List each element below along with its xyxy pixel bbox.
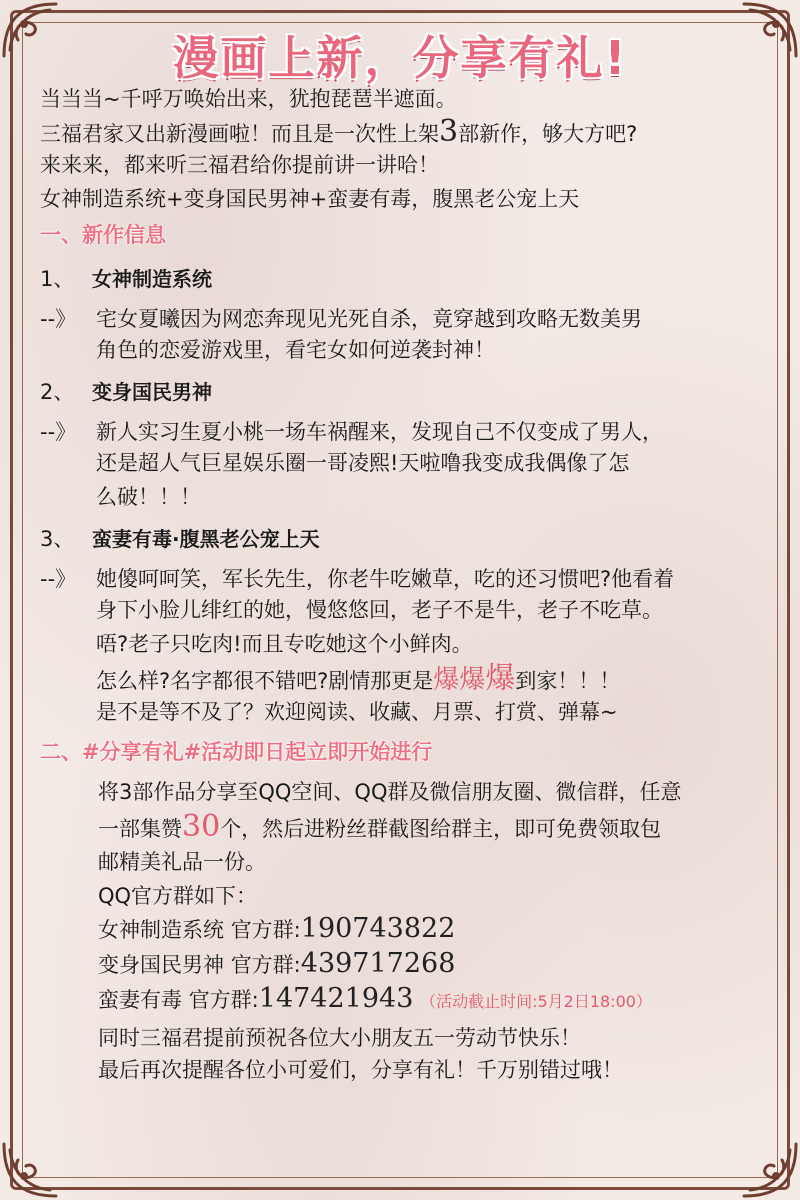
highlight-text: 爆 — [459, 665, 486, 695]
qq-group-number: 190743822 — [300, 913, 456, 944]
share-rule-text: 个，然后进粉丝群截图给群主，即可免费领取包 — [220, 817, 662, 841]
deadline-note: （活动截止时间:5月2日18:00） — [420, 992, 652, 1011]
work-item-desc: 角色的恋爱游戏里，看宅女如何逆袭封神！ — [96, 338, 495, 362]
outro-text: 到家！！！ — [515, 669, 621, 693]
group-label: 官方群: — [230, 953, 301, 977]
group-work-name: 变身国民男神 — [98, 953, 224, 977]
share-rule-text: 一部集赞 — [98, 817, 182, 841]
group-work-name: 女神制造系统 — [98, 918, 224, 942]
work-item-title — [40, 264, 780, 304]
work-item-desc: 还是超人气巨星娱乐圈一哥凌熙!天啦噜我变成我偶像了怎 — [96, 451, 630, 475]
qq-group-row — [40, 913, 780, 948]
intro-text: 部新作，够大方吧? — [458, 122, 638, 146]
work-item-desc: 身下小脸儿绯红的她，慢悠悠回，老子不是牛，老子不吃草。 — [96, 598, 663, 622]
intro-line: 当当当~千呼万唤始出来，犹抱琵琶半遮面。 — [40, 87, 457, 111]
item-title: 变身国民男神 — [92, 380, 212, 404]
work-item-desc — [40, 564, 780, 595]
qq-group-row — [40, 948, 780, 983]
arrow-marker: --》 — [40, 307, 77, 331]
item-number: 1、 — [40, 267, 75, 291]
work-item-title — [40, 377, 780, 417]
work-item-title — [40, 524, 780, 564]
arrow-marker: --》 — [40, 567, 77, 591]
work-item-desc: 唔?老子只吃肉!而且专吃她这个小鲜肉。 — [96, 632, 473, 656]
highlight-text: 爆 — [433, 665, 460, 695]
outro-line — [40, 663, 780, 697]
intro-line: 来来来，都来听三福君给你提前讲一讲哈！ — [40, 153, 439, 177]
work-item-desc — [40, 304, 780, 335]
share-rule-line — [40, 811, 780, 847]
share-rule-line: 邮精美礼品一份。 — [98, 850, 266, 874]
corner-ornament-icon — [0, 1140, 60, 1200]
closing-line: 最后再次提醒各位小可爱们，分享有礼！千万别错过哦！ — [98, 1058, 623, 1082]
intro-text: 三福君家又出新漫画啦！而且是一次性上架 — [40, 122, 439, 146]
item-title: 蛮妻有毒·腹黑老公宠上天 — [92, 527, 320, 551]
item-title: 女神制造系统 — [92, 267, 212, 291]
section-heading: 一、新作信息 — [40, 223, 166, 247]
intro-line: 女神制造系统+变身国民男神+蛮妻有毒，腹黑老公宠上天 — [40, 187, 580, 211]
closing-line: 同时三福君提前预祝各位大小朋友五一劳动节快乐！ — [98, 1026, 581, 1050]
section-heading: 二、#分享有礼#活动即日起立即开始进行 — [40, 740, 433, 764]
groups-label: QQ官方群如下： — [98, 884, 258, 908]
work-item-desc — [40, 417, 780, 448]
page-title: 漫画上新，分享有礼! — [172, 31, 628, 85]
main-content — [40, 84, 780, 1087]
intro-line — [40, 116, 780, 150]
group-label: 官方群: — [188, 988, 259, 1012]
outro-text: 怎么样?名字都很不错吧?剧情那更是 — [96, 669, 434, 693]
qq-group-row — [40, 983, 780, 1023]
desc-text: 宅女夏曦因为网恋奔现见光死自杀，竟穿越到攻略无数美男 — [96, 307, 642, 331]
group-label: 官方群: — [230, 918, 301, 942]
desc-text: 新人实习生夏小桃一场车祸醒来，发现自己不仅变成了男人， — [96, 420, 663, 444]
qq-group-number: 439717268 — [300, 948, 456, 979]
arrow-marker: --》 — [40, 420, 77, 444]
intro-number: 3 — [439, 114, 459, 149]
corner-ornament-icon — [740, 1140, 800, 1200]
group-work-name: 蛮妻有毒 — [98, 988, 182, 1012]
work-item-desc: 么破！！！ — [96, 485, 201, 509]
share-rule-line: 将3部作品分享至QQ空间、QQ群及微信朋友圈、微信群，任意 — [98, 780, 682, 804]
item-number: 2、 — [40, 380, 75, 404]
outro-line: 是不是等不及了？欢迎阅读、收藏、月票、打赏、弹幕~ — [96, 700, 618, 724]
highlight-text: 爆 — [485, 661, 516, 696]
desc-text: 她傻呵呵笑，军长先生，你老牛吃嫩草，吃的还习惯吧?他看着 — [96, 567, 675, 591]
like-count: 30 — [182, 809, 221, 844]
qq-group-number: 147421943 — [258, 983, 414, 1014]
item-number: 3、 — [40, 527, 75, 551]
